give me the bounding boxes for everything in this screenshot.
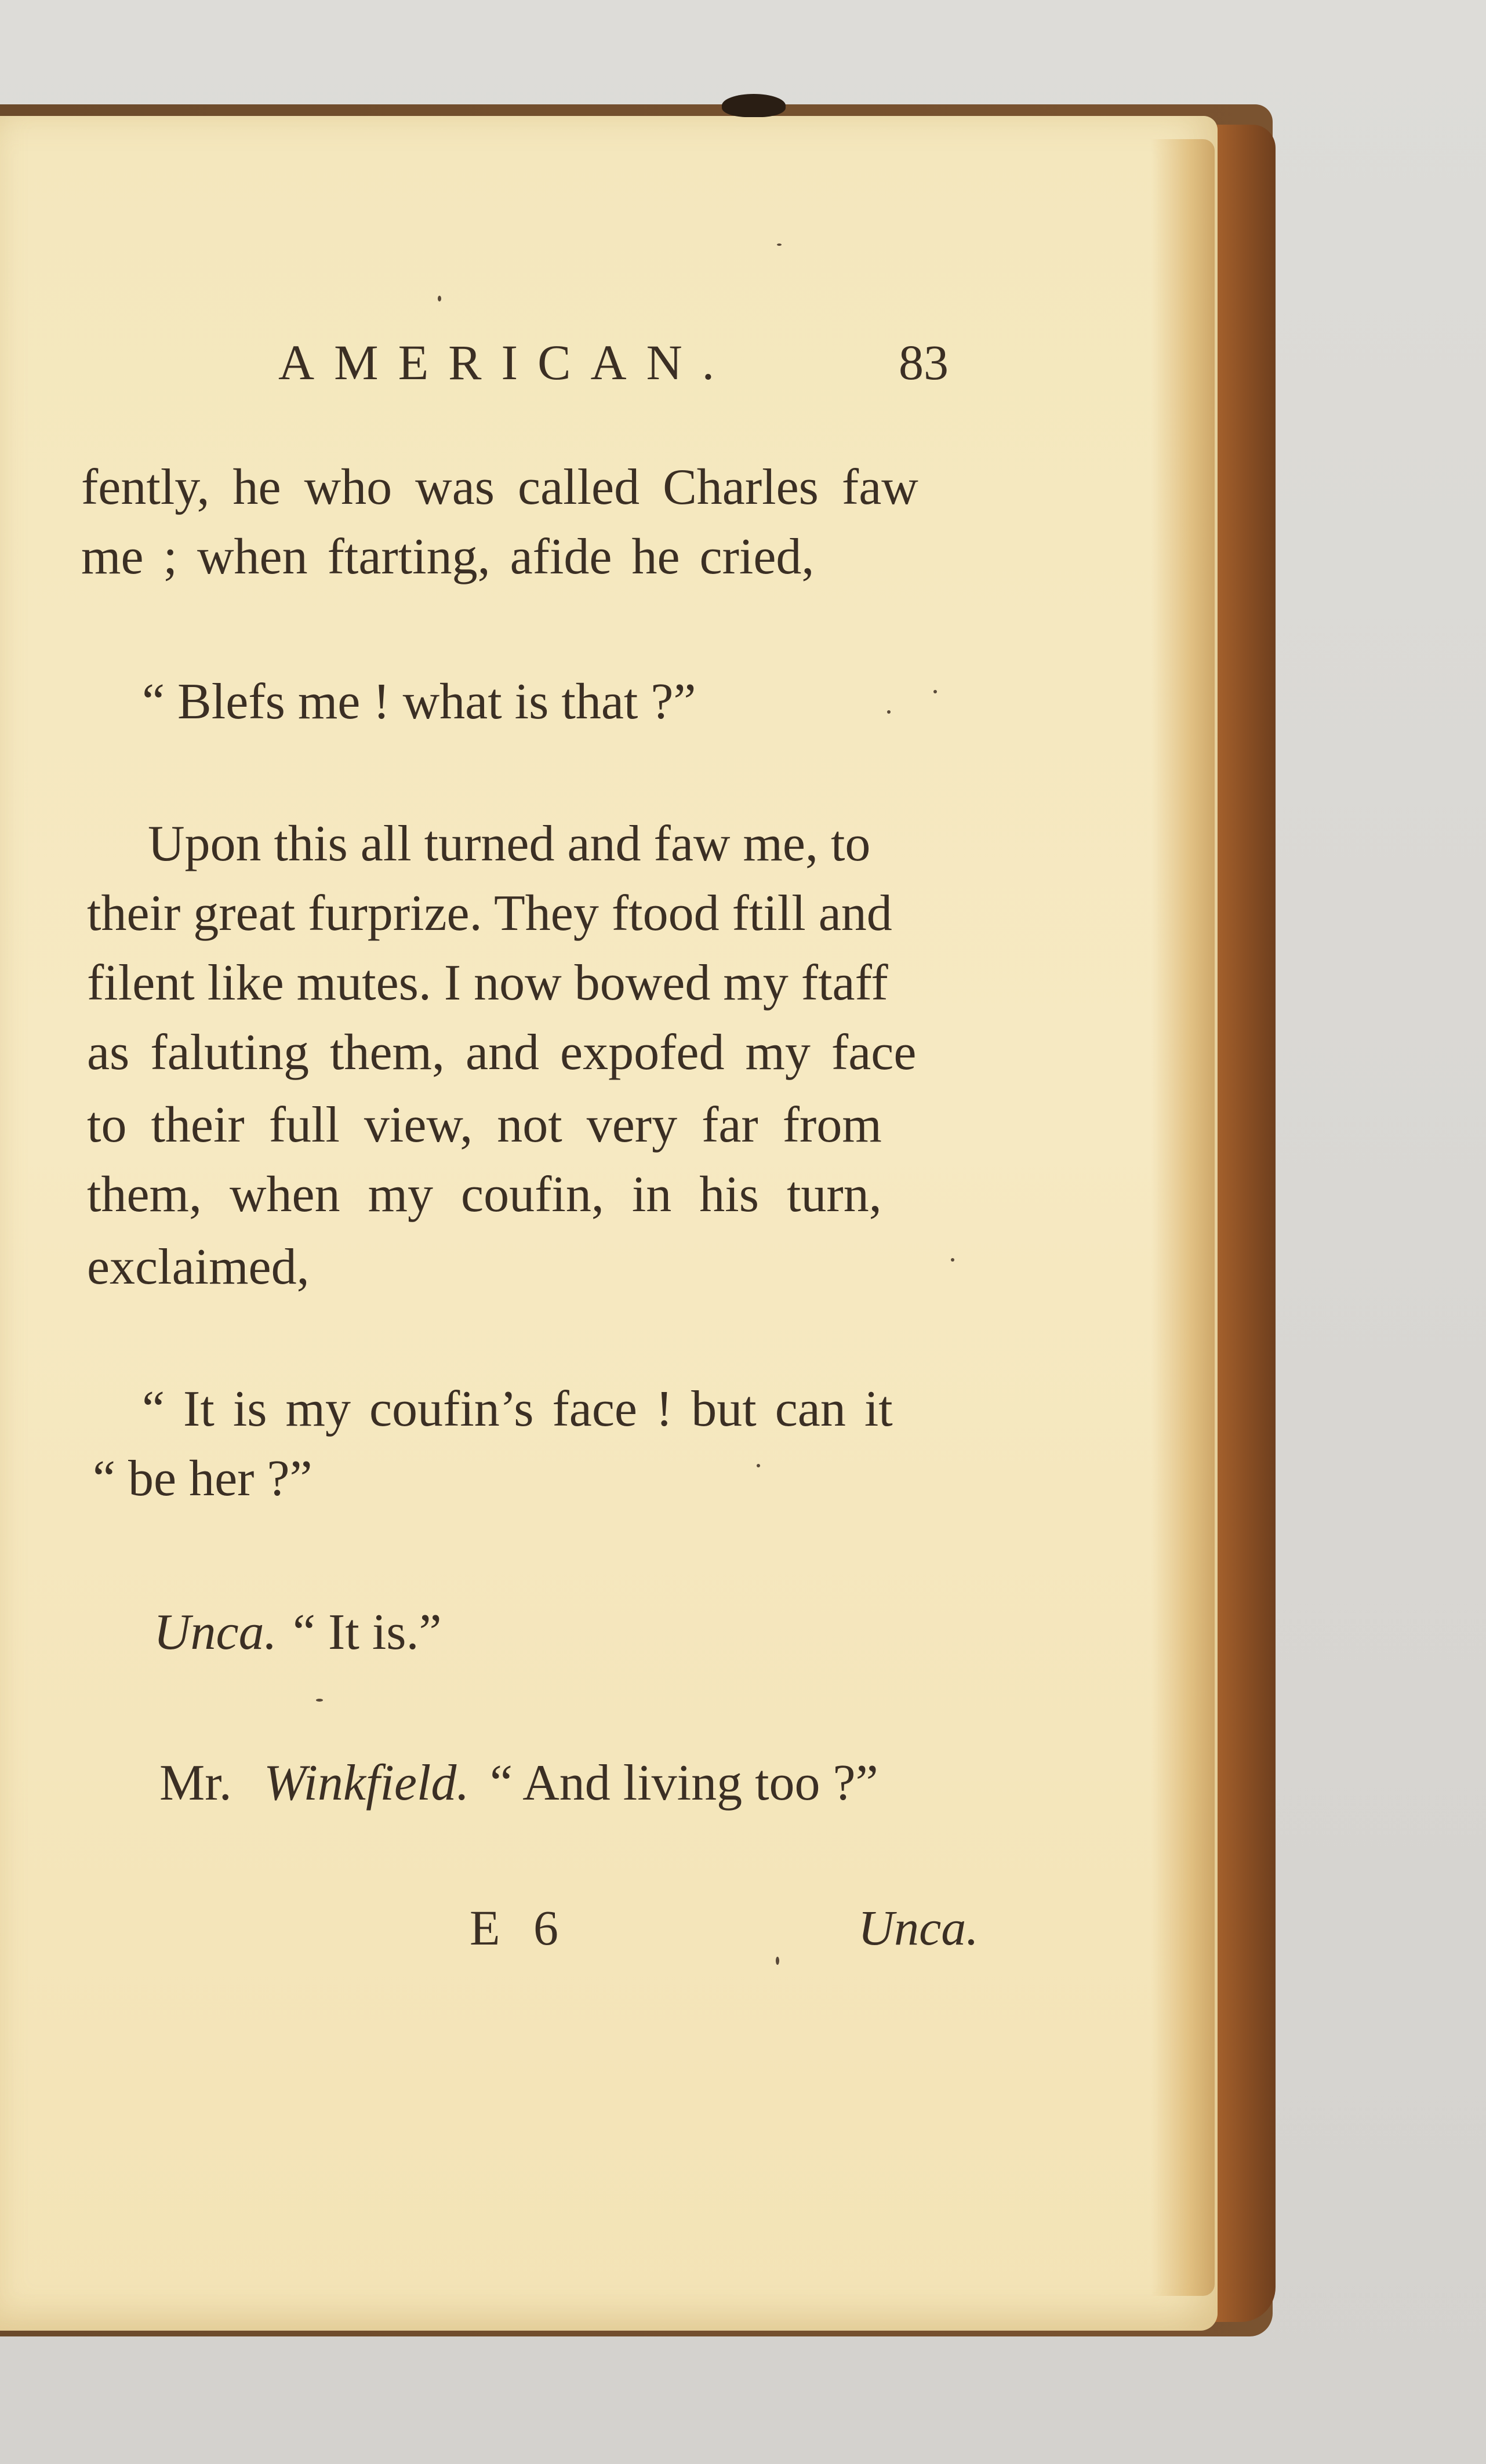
- text-line: their great furprize. They ftood ftill and: [87, 885, 892, 942]
- quotation: “ be her ?”: [93, 1451, 313, 1507]
- paper-speck: [777, 244, 782, 246]
- paper-speck: [757, 1464, 760, 1467]
- text-line: as faluting them, and expofed my face: [87, 1024, 917, 1081]
- text-line: to their full view, not very far from: [87, 1097, 882, 1153]
- binding-tab: [722, 94, 786, 117]
- paper-speck: [316, 1699, 323, 1702]
- paper-speck: [887, 710, 891, 714]
- dialogue-line: “ And living too ?”: [490, 1755, 878, 1811]
- running-title: AMERICAN.: [278, 335, 735, 390]
- catchword: Unca.: [858, 1900, 979, 1956]
- speaker-name: Unca.: [154, 1604, 277, 1660]
- text-line: fently, he who was called Charles faw: [81, 459, 918, 515]
- text-line: exclaimed,: [87, 1239, 310, 1295]
- paper-speck: [933, 690, 937, 693]
- paper-speck: [951, 1258, 954, 1262]
- text-line: them, when my coufin, in his turn,: [87, 1166, 882, 1223]
- speaker-name: Winkfield.: [264, 1755, 470, 1811]
- page-number: 83: [899, 335, 949, 390]
- speaker-title: Mr.: [159, 1755, 232, 1811]
- text-line: me ; when ftarting, afide he cried,: [81, 529, 815, 585]
- signature-mark: E 6: [470, 1900, 569, 1956]
- page-edge-shading: [1151, 139, 1215, 2296]
- text-line: filent like mutes. I now bowed my ftaff: [87, 955, 888, 1011]
- paper-speck: [438, 296, 441, 301]
- text-line: Upon this all turned and faw me, to: [148, 816, 871, 872]
- paper-speck: [776, 1957, 779, 1965]
- dialogue-line: “ It is.”: [293, 1604, 442, 1660]
- quotation: “ It is my coufin’s face ! but can it: [142, 1381, 893, 1437]
- quotation: “ Blefs me ! what is that ?”: [142, 674, 696, 730]
